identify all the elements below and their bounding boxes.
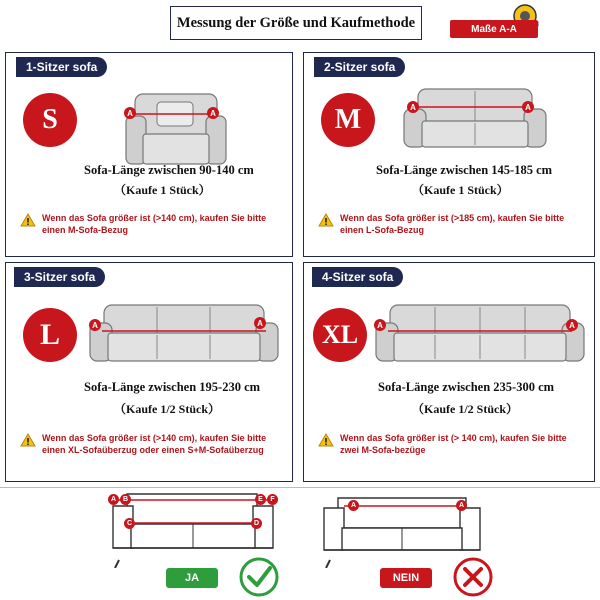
marker-b: [120, 494, 131, 505]
warning-icon: [318, 433, 334, 447]
sofa-2-seater-illustration: [400, 83, 550, 155]
buy-text: （Kaufe 1/2 Stück）: [114, 402, 221, 416]
panel-tag-text: 4-Sitzer sofa: [322, 270, 394, 284]
marker-d: [251, 518, 262, 529]
warning-line-2: einen M-Sofa-Bezug: [42, 225, 129, 235]
marker-c: [124, 518, 135, 529]
marker-text: A: [210, 108, 216, 118]
marker-text: A: [458, 502, 465, 509]
length-text: Sofa-Länge zwischen 145-185 cm: [376, 163, 553, 177]
marker-text: D: [253, 520, 260, 527]
warning-text: [42, 432, 266, 456]
marker-a-left: [407, 101, 419, 113]
panel-tag: [314, 57, 405, 77]
marker-a-right: [522, 101, 534, 113]
marker-text: A: [110, 496, 117, 503]
checkmark-icon: [238, 556, 280, 598]
warning-line-1: Wenn das Sofa größer ist (> 140 cm), kaufen Sie bitte: [340, 433, 567, 443]
length-text: Sofa-Länge zwischen 235-300 cm: [378, 380, 555, 394]
panel-tag: [14, 267, 105, 287]
warning-text: [340, 432, 567, 456]
page-title-text: Messung der Größe und Kaufmethode: [176, 14, 416, 31]
no-badge: [380, 568, 432, 588]
page-title: [170, 6, 422, 40]
marker-text: E: [258, 496, 263, 503]
marker-text: A: [569, 320, 575, 330]
buy-text: （Kaufe 1 Stück）: [114, 183, 211, 197]
size-badge-s: [23, 93, 77, 147]
no-label: NEIN: [392, 572, 420, 584]
sofa-1-seater-illustration: [121, 86, 231, 171]
marker-a-right: [566, 319, 578, 331]
marker-a-right: [456, 500, 467, 511]
section-divider: [0, 487, 600, 488]
buy-text: （Kaufe 1/2 Stück）: [412, 402, 519, 416]
marker-a-left: [124, 107, 136, 119]
warning-icon: [20, 213, 36, 227]
marker-a-left: [374, 319, 386, 331]
warning-line-2: einen XL-Sofaüberzug oder einen S+M-Sofaüberzug: [42, 445, 264, 455]
warning-line-1: Wenn das Sofa größer ist (>140 cm), kaufen Sie bitte: [42, 433, 267, 443]
sofa-3-seater-illustration: [86, 301, 281, 371]
panel-tag-text: 1-Sitzer sofa: [26, 60, 98, 74]
cross-icon: [452, 556, 494, 598]
size-letter: XL: [321, 320, 359, 349]
warning-line-1: Wenn das Sofa größer ist (>185 cm), kaufen Sie bitte: [340, 213, 565, 223]
warning-icon: [20, 433, 36, 447]
panel-tag-text: 3-Sitzer sofa: [24, 270, 96, 284]
marker-text: A: [377, 320, 383, 330]
marker-a-right: [207, 107, 219, 119]
marker-a-right: [254, 317, 266, 329]
warning-line-1: Wenn das Sofa größer ist (>140 cm), kaufen Sie bitte: [42, 213, 267, 223]
buy-text: （Kaufe 1 Stück）: [412, 183, 509, 197]
panel-2-sitzer: [303, 52, 595, 257]
panel-1-sitzer: [5, 52, 293, 257]
marker-a: [108, 494, 119, 505]
marker-text: F: [270, 496, 275, 503]
yes-badge: [166, 568, 218, 588]
marker-text: A: [525, 102, 531, 112]
marker-text: A: [127, 108, 133, 118]
panel-3-sitzer: [5, 262, 293, 482]
panel-tag: [16, 57, 107, 77]
marker-f: [267, 494, 278, 505]
sofa-4-seater-illustration: [372, 301, 588, 371]
marker-text: A: [257, 318, 263, 328]
panel-4-sitzer: [303, 262, 595, 482]
panel-tag: [312, 267, 403, 287]
yes-label: JA: [184, 572, 200, 584]
marker-a-left: [348, 500, 359, 511]
warning-text: [340, 212, 564, 236]
marker-text: A: [92, 320, 98, 330]
warning-line-2: einen L-Sofa-Bezug: [340, 225, 425, 235]
marker-text: B: [122, 496, 129, 503]
panel-tag-text: 2-Sitzer sofa: [324, 60, 396, 74]
warning-text: [42, 212, 266, 236]
marker-e: [255, 494, 266, 505]
marker-text: A: [410, 102, 416, 112]
warning-line-2: zwei M-Sofa-bezüge: [340, 445, 426, 455]
size-badge-m: [321, 93, 375, 147]
size-badge-l: [23, 308, 77, 362]
size-letter: M: [334, 104, 362, 135]
size-badge-xl: [313, 308, 367, 362]
size-letter: S: [42, 104, 58, 135]
length-text: Sofa-Länge zwischen 90-140 cm: [84, 163, 254, 177]
size-letter: L: [39, 318, 60, 351]
measure-label-text: Maße A-A: [471, 23, 517, 35]
warning-icon: [318, 213, 334, 227]
measure-label-badge: [450, 20, 538, 38]
marker-text: C: [126, 520, 133, 527]
marker-text: A: [350, 502, 357, 509]
length-text: Sofa-Länge zwischen 195-230 cm: [84, 380, 261, 394]
marker-a-left: [89, 319, 101, 331]
